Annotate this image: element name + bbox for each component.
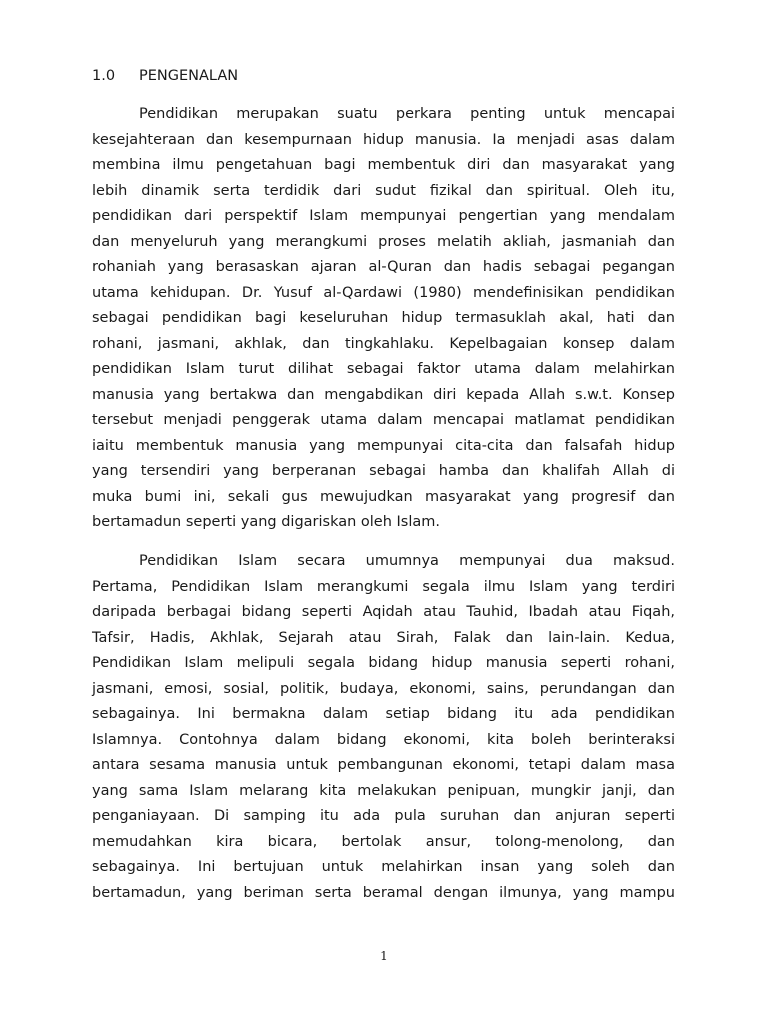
paragraph-line: bertamadun, yang beriman serta beramal dengan ilmunya, yang mampu xyxy=(92,884,675,901)
paragraph-line: memudahkan kira bicara, bertolak ansur, tolong-menolong, dan xyxy=(92,833,675,850)
paragraph-line: Pertama, Pendidikan Islam merangkumi segala ilmu Islam yang terdiri xyxy=(92,578,675,595)
paragraph-line: Tafsir, Hadis, Akhlak, Sejarah atau Sirah, Falak dan lain-lain. Kedua, xyxy=(92,629,675,646)
paragraph-line: yang sama Islam melarang kita melakukan penipuan, mungkir janji, dan xyxy=(92,782,675,799)
paragraph-line: sebagainya. Ini bertujuan untuk melahirkan insan yang soleh dan xyxy=(92,859,675,875)
paragraph-line: rohani, jasmani, akhlak, dan tingkahlaku. Kepelbagaian konsep dalam xyxy=(92,335,675,352)
section-number: 1.0 xyxy=(92,68,116,84)
paragraph-line: membina ilmu pengetahuan bagi membentuk diri dan masyarakat yang xyxy=(92,157,675,173)
paragraph-line: antara sesama manusia untuk pembangunan ekonomi, tetapi dalam masa xyxy=(92,757,675,773)
paragraph-line: Pendidikan merupakan suatu perkara penting untuk mencapai xyxy=(139,106,675,122)
page-number: 1 xyxy=(380,949,388,963)
paragraph-line: pendidikan Islam turut dilihat sebagai faktor utama dalam melahirkan xyxy=(92,361,675,377)
paragraph-line: jasmani, emosi, sosial, politik, budaya, ekonomi, sains, perundangan dan xyxy=(92,680,675,697)
paragraph-introduction xyxy=(92,102,675,536)
section-title: PENGENALAN xyxy=(139,68,239,84)
paragraph-line: muka bumi ini, sekali gus mewujudkan masyarakat yang progresif dan xyxy=(92,488,675,505)
paragraph-meaning xyxy=(92,549,675,906)
paragraph-line: sebagai pendidikan bagi keseluruhan hidup termasuklah akal, hati dan xyxy=(92,310,675,326)
paragraph-line: yang tersendiri yang berperanan sebagai hamba dan khalifah Allah di xyxy=(92,463,675,479)
paragraph-line: Pendidikan Islam melipuli segala bidang hidup manusia seperti rohani, xyxy=(92,655,675,671)
paragraph-line: kesejahteraan dan kesempurnaan hidup manusia. Ia menjadi asas dalam xyxy=(92,131,675,148)
paragraph-line: Islamnya. Contohnya dalam bidang ekonomi, kita boleh berinteraksi xyxy=(92,731,675,748)
paragraph-line: bertamadun seperti yang digariskan oleh Islam. xyxy=(92,514,441,530)
section-heading xyxy=(92,66,238,86)
paragraph-line: utama kehidupan. Dr. Yusuf al-Qardawi (1980) mendefinisikan pendidikan xyxy=(92,284,675,301)
paragraph-line: pendidikan dari perspektif Islam mempunyai pengertian yang mendalam xyxy=(92,208,675,224)
paragraph-line: daripada berbagai bidang seperti Aqidah atau Tauhid, Ibadah atau Fiqah, xyxy=(92,604,675,620)
paragraph-line: tersebut menjadi penggerak utama dalam mencapai matlamat pendidikan xyxy=(92,412,675,428)
paragraph-line: penganiayaan. Di samping itu ada pula suruhan dan anjuran seperti xyxy=(92,808,675,824)
paragraph-line: rohaniah yang berasaskan ajaran al-Quran dan hadis sebagai pegangan xyxy=(92,259,675,275)
paragraph-line: sebagainya. Ini bermakna dalam setiap bidang itu ada pendidikan xyxy=(92,706,675,722)
paragraph-line: Pendidikan Islam secara umumnya mempunyai dua maksud. xyxy=(139,553,675,569)
paragraph-line: iaitu membentuk manusia yang mempunyai cita-cita dan falsafah hidup xyxy=(92,437,675,454)
paragraph-line: lebih dinamik serta terdidik dari sudut fizikal dan spiritual. Oleh itu, xyxy=(92,182,675,199)
paragraph-line: dan menyeluruh yang merangkumi proses melatih akliah, jasmaniah dan xyxy=(92,233,675,250)
paragraph-line: manusia yang bertakwa dan mengabdikan diri kepada Allah s.w.t. Konsep xyxy=(92,386,675,403)
